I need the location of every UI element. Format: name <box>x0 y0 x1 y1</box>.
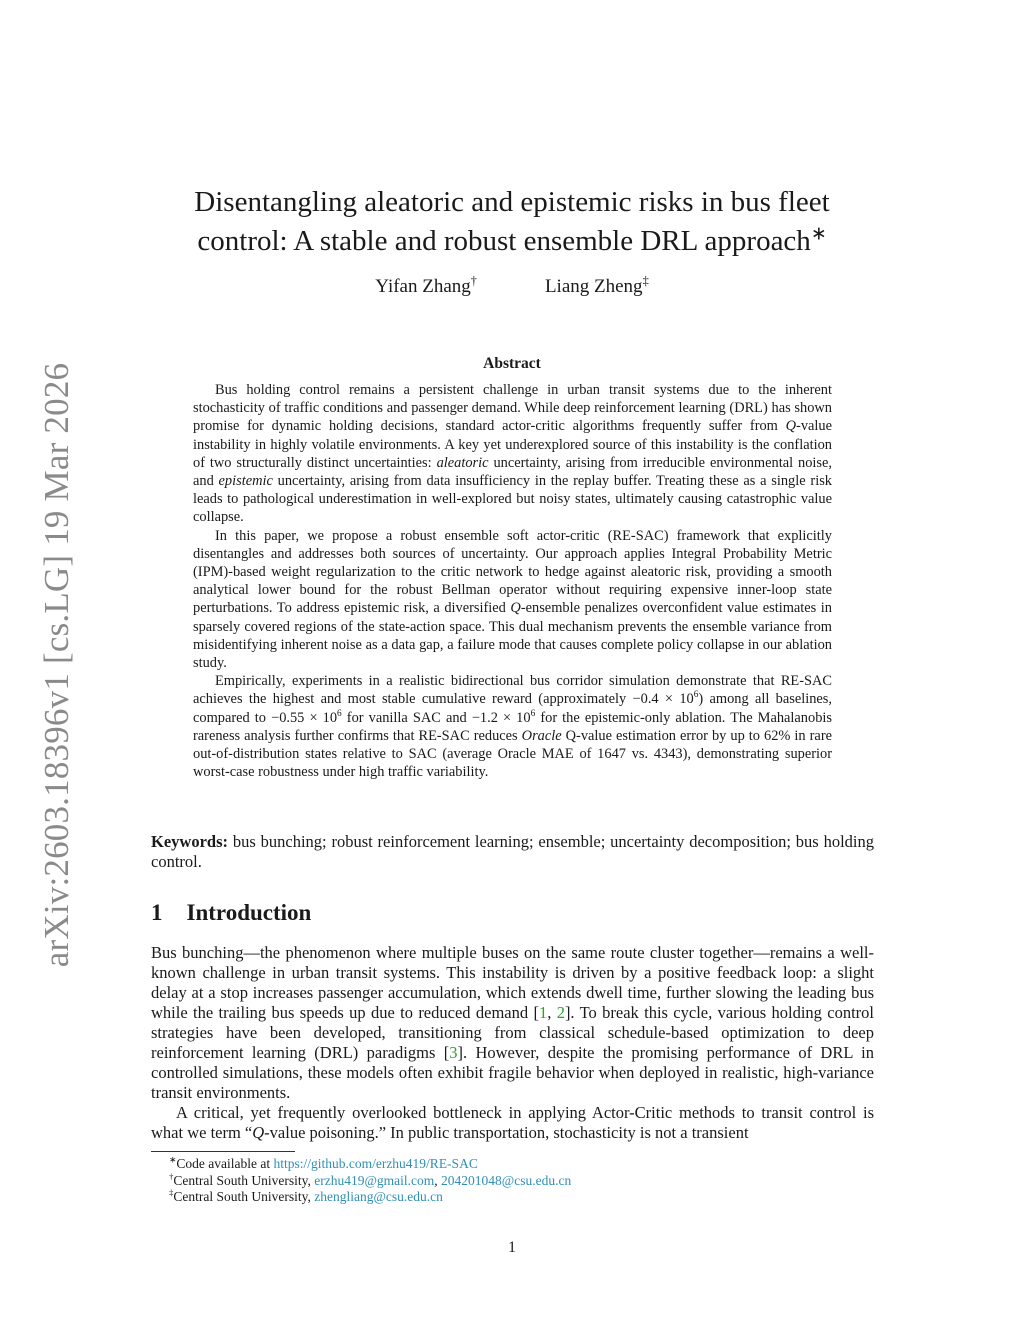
author <box>375 273 477 298</box>
author-list <box>0 273 1024 298</box>
keywords-text: bus bunching; robust reinforcement learning; ensemble; uncertainty decomposition; bus holding control. <box>151 832 874 871</box>
email-link[interactable]: erzhu419@gmail.com <box>314 1172 435 1188</box>
footnotes <box>151 1156 874 1206</box>
keywords <box>151 832 874 872</box>
page-number: 1 <box>508 1239 516 1256</box>
code-repository-link[interactable]: https://github.com/erzhu419/RE-SAC <box>273 1156 478 1171</box>
email-link[interactable]: 204201048@csu.edu.cn <box>441 1172 572 1188</box>
citation-link[interactable]: 3 <box>449 1043 458 1062</box>
author-name: Liang Zheng <box>544 276 643 297</box>
paper-title <box>150 183 874 261</box>
abstract-paragraph: In this paper, we propose a robust ensemble soft actor-critic (RE-SAC) framework that explicitly disentangles and addresses both sources of uncertainty. Our approach applies Integral Probability Metric (IPM)-based weight regularization to the critic network to hedge against aleatoric risk, providing a smooth analytical lower bound for the robust Bellman operator without requiring expensive inner-loop state perturbations. To address epistemic risk, a diversified Q-ensemble penalizes overconfident value estimates in sparsely covered regions of the state-action space. This dual mechanism prevents the ensemble variance from misidentifying inherent noise as a data gap, a failure mode that causes complete policy collapse in our ablation study. <box>193 527 832 672</box>
title-footnote-mark: ∗ <box>810 223 827 245</box>
footnote-author-2: ‡Central South University, zhengliang@csu.edu.cn <box>169 1187 443 1204</box>
body-paragraph: A critical, yet frequently overlooked bottleneck in applying Actor-Critic methods to transit control is what we term “Q-value poisoning.” In public transportation, stochasticity is not a transient <box>151 1103 874 1142</box>
title-line-1: Disentangling aleatoric and epistemic risks in bus fleet <box>194 186 830 218</box>
author-name: Yifan Zhang <box>375 276 471 297</box>
introduction-body <box>151 943 874 1143</box>
author-mark: † <box>470 273 477 288</box>
arxiv-identifier-text: arXiv:2603.18396v1 [cs.LG] 19 Mar 2026 <box>37 362 77 968</box>
arxiv-identifier <box>12 362 102 968</box>
abstract-heading: Abstract <box>483 355 541 372</box>
citation-link[interactable]: 1 <box>538 1003 548 1022</box>
title-line-2: control: A stable and robust ensemble DRL approach <box>197 225 811 257</box>
section-number: 1 <box>151 900 163 925</box>
footnote-code: ∗Code available at https://github.com/erzhu419/RE-SAC <box>169 1154 478 1171</box>
body-paragraph: Bus bunching—the phenomenon where multiple buses on the same route cluster together—remains a well-known challenge in urban transit systems. This instability is driven by a positive feedback loop: a slight delay at a stop increases passenger accumulation, which extends dwell time, further slowing the leading bus while the trailing bus speeds up due to reduced demand [1, 2]. To break this cycle, various holding control strategies have been developed, transitioning from classical schedule-based optimization to deep reinforcement learning (DRL) paradigms [3]. However, despite the promising performance of DRL in controlled simulations, these models often exhibit fragile behavior when deployed in realistic, high-variance transit environments. <box>151 943 875 1102</box>
section-title-text: Introduction <box>186 900 312 925</box>
author-mark: ‡ <box>642 273 649 288</box>
section-heading <box>151 900 311 926</box>
abstract-paragraph: Empirically, experiments in a realistic bidirectional bus corridor simulation demonstrate that RE-SAC achieves the highest and most stable cumulative reward (approximately $-0.4 \times 10^6$) among all baselines, compared to $-0.55 \times 10^6$ for vanilla SAC and $-1.2 \times 10^6$ for the epistemic-only ablation. The Mahalanobis rareness analysis further confirms that RE-SAC reduces Oracle Q-value estimation error by up to 62% in rare out-of-distribution states relative to SAC (average Oracle MAE of 1647 vs. 4343), demonstrating superior worst-case robustness under high traffic variability. <box>193 673 832 781</box>
footnote-author-1: †Central South University, erzhu419@gmail.com, 204201048@csu.edu.cn <box>169 1171 572 1188</box>
abstract-body <box>193 381 832 781</box>
email-link[interactable]: zhengliang@csu.edu.cn <box>314 1189 443 1204</box>
abstract-paragraph: Bus holding control remains a persistent challenge in urban transit systems due to the inherent stochasticity of traffic conditions and passenger demand. While deep reinforcement learning (DRL) has shown promise for dynamic holding decisions, standard actor-critic algorithms frequently suffer from Q-value instability in highly volatile environments. A key yet underexplored source of this instability is the conflation of two structurally distinct uncertainties: aleatoric uncertainty, arising from irreducible environmental noise, and epistemic uncertainty, arising from data insufficiency in the replay buffer. Treating these as a single risk leads to pathological underestimation in well-explored but noisy states, ultimately causing catastrophic value collapse. <box>193 382 832 526</box>
footnote-divider <box>151 1151 295 1152</box>
keywords-label: Keywords: <box>151 832 228 851</box>
author <box>544 273 649 298</box>
citation-link[interactable]: 2 <box>556 1003 565 1022</box>
